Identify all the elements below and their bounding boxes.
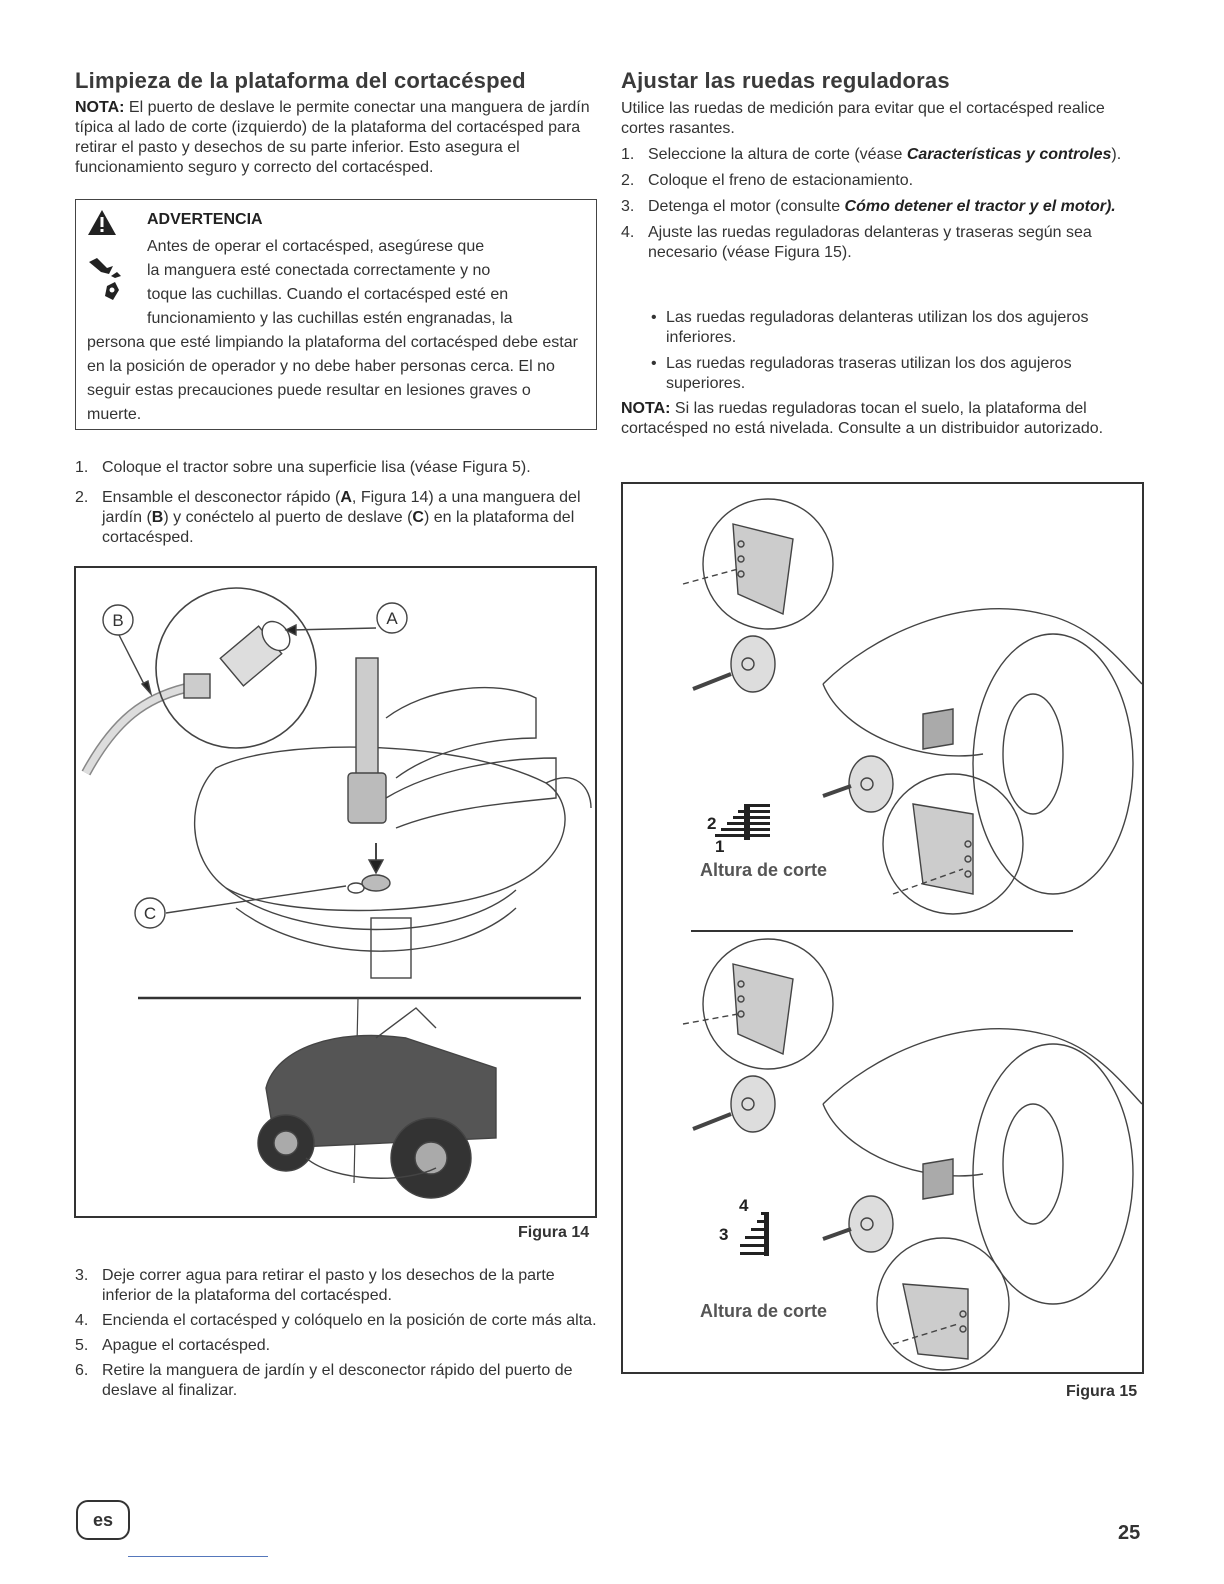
step-3: [75, 1266, 600, 1306]
step-5: [75, 1336, 600, 1356]
page-number: 25: [1118, 1522, 1141, 1544]
section-title-deck-cleaning: Limpieza de la plataforma del cortacésped: [75, 68, 526, 93]
step-text: ) en la plataforma del cortacésped.: [102, 509, 575, 546]
deck-cleaning-steps-a: [75, 458, 600, 548]
warning-rest: persona que esté limpiando la plataforma del cortacésped debe estar en la posición de operador y no debe haber personas cerca. El no seguir estas precauciones puede resultar en lesiones graves o muerte.: [87, 334, 578, 423]
gw-step-2: [621, 171, 1131, 191]
deck-cleaning-note: [75, 98, 600, 178]
height-setting-1: 1: [715, 837, 725, 856]
step-number: 3.: [75, 1267, 89, 1284]
warning-triangle-icon: [87, 209, 117, 236]
step-4: [75, 1311, 600, 1331]
step-text: Seleccione la altura de corte (véase: [648, 146, 907, 163]
note-text: El puerto de deslave le permite conectar una manguera de jardín típica al lado de corte (izquierdo) de la plataforma del cortacésped para retirar el pasto y desechos de su parte inferior. Esto asegura el funcionamiento seguro y correcto del cortacésped.: [75, 99, 590, 176]
step-text: Retire la manguera de jardín y el desconector rápido del puerto de deslave al finalizar.: [102, 1362, 573, 1399]
figure-15-box: [621, 482, 1144, 1374]
note-text: Si las ruedas reguladoras tocan el suelo, la plataforma del cortacésped no está nivelada. Consulte a un distribuidor autorizado.: [621, 400, 1104, 437]
step-number: 6.: [75, 1362, 89, 1379]
warning-title: ADVERTENCIA: [147, 211, 263, 228]
step-text: Deje correr agua para retirar el pasto y los desechos de la parte inferior de la plataforma del cortacésped.: [102, 1267, 555, 1304]
step-number: 2.: [621, 172, 635, 189]
figure-15-illustration: [623, 484, 1142, 1372]
step-number: 3.: [621, 198, 635, 215]
label-b: B: [112, 611, 124, 630]
step-number: 1.: [75, 459, 89, 476]
cross-reference: Cómo detener el tractor y el motor).: [844, 198, 1116, 215]
figure-15-caption: Figura 15: [1066, 1383, 1138, 1400]
note-label: NOTA:: [621, 400, 671, 417]
step-number: 4.: [621, 224, 635, 241]
step-text: Encienda el cortacésped y colóquelo en la posición de corte más alta.: [102, 1312, 597, 1329]
gauge-wheels-steps: [621, 145, 1131, 263]
warning-line-1: Antes de operar el cortacésped, asegúrese que: [147, 238, 485, 255]
gauge-wheels-intro: Utilice las ruedas de medición para evitar que el cortacésped realice cortes rasantes.: [621, 100, 1105, 137]
ref-c: C: [412, 509, 424, 526]
step-number: 4.: [75, 1312, 89, 1329]
gw-step-3: [621, 197, 1131, 217]
cut-height-label-top: Altura de corte: [700, 860, 828, 880]
step-text: Ajuste las ruedas reguladoras delanteras y traseras según sea necesario (véase Figura 15).: [648, 224, 1092, 261]
step-text: Apague el cortacésped.: [102, 1337, 271, 1354]
step-2: [75, 488, 600, 548]
gauge-wheels-note: [621, 399, 1121, 439]
cross-reference: Características y controles: [906, 146, 1112, 163]
deck-cleaning-steps-b: [75, 1266, 600, 1401]
height-bars-bottom-icon: [740, 1212, 769, 1256]
label-c: C: [143, 904, 157, 923]
language-badge: es: [76, 1500, 130, 1540]
step-text: ).: [1111, 146, 1122, 163]
ref-a: A: [340, 489, 352, 506]
step-number: 5.: [75, 1337, 89, 1354]
section-title-gauge-wheels: Ajustar las ruedas reguladoras: [621, 68, 950, 93]
height-setting-4: 4: [739, 1196, 749, 1215]
step-number: 2.: [75, 489, 89, 506]
step-text: Coloque el tractor sobre una superficie lisa (véase Figura 5).: [102, 459, 531, 476]
step-text: Coloque el freno de estacionamiento.: [648, 172, 914, 189]
step-text: ) y conéctelo al puerto de deslave (: [163, 509, 413, 526]
height-setting-3: 3: [719, 1225, 729, 1244]
ref-b: B: [151, 509, 164, 526]
figure-14-box: [74, 566, 597, 1218]
label-a: A: [386, 609, 398, 628]
bullet-rear-wheels: • Las ruedas reguladoras traseras utilizan los dos agujeros superiores.: [621, 354, 1131, 394]
note-label: NOTA:: [75, 99, 125, 116]
step-6: [75, 1361, 600, 1401]
figure-14-illustration: [76, 568, 595, 1216]
footer-rule: [128, 1556, 268, 1557]
warning-box: [75, 199, 597, 430]
step-text: , Figura 14) a una manguera del jardín (: [102, 489, 581, 526]
step-text: Detenga el motor (consulte: [648, 198, 845, 215]
gw-step-4: [621, 223, 1131, 263]
cut-height-label-bottom: Altura de corte: [700, 1301, 828, 1321]
blade-hazard-icon: [87, 256, 123, 302]
bullet-front-wheels: • Las ruedas reguladoras delanteras utilizan los dos agujeros inferiores.: [621, 308, 1131, 348]
height-bars-top-icon: [715, 804, 770, 840]
gauge-wheel-bullets: [621, 308, 1131, 394]
height-setting-2: 2: [707, 814, 717, 833]
warning-line-4: funcionamiento y las cuchillas estén engranadas, la: [147, 310, 513, 327]
step-text: Ensamble el desconector rápido (: [102, 489, 341, 506]
step-number: 1.: [621, 146, 635, 163]
step-1: [75, 458, 600, 478]
warning-line-3: toque las cuchillas. Cuando el cortacésped esté en: [147, 286, 509, 303]
warning-line-2: la manguera esté conectada correctamente y no: [147, 262, 491, 279]
figure-14-caption: Figura 14: [518, 1224, 590, 1241]
gw-step-1: [621, 145, 1131, 165]
